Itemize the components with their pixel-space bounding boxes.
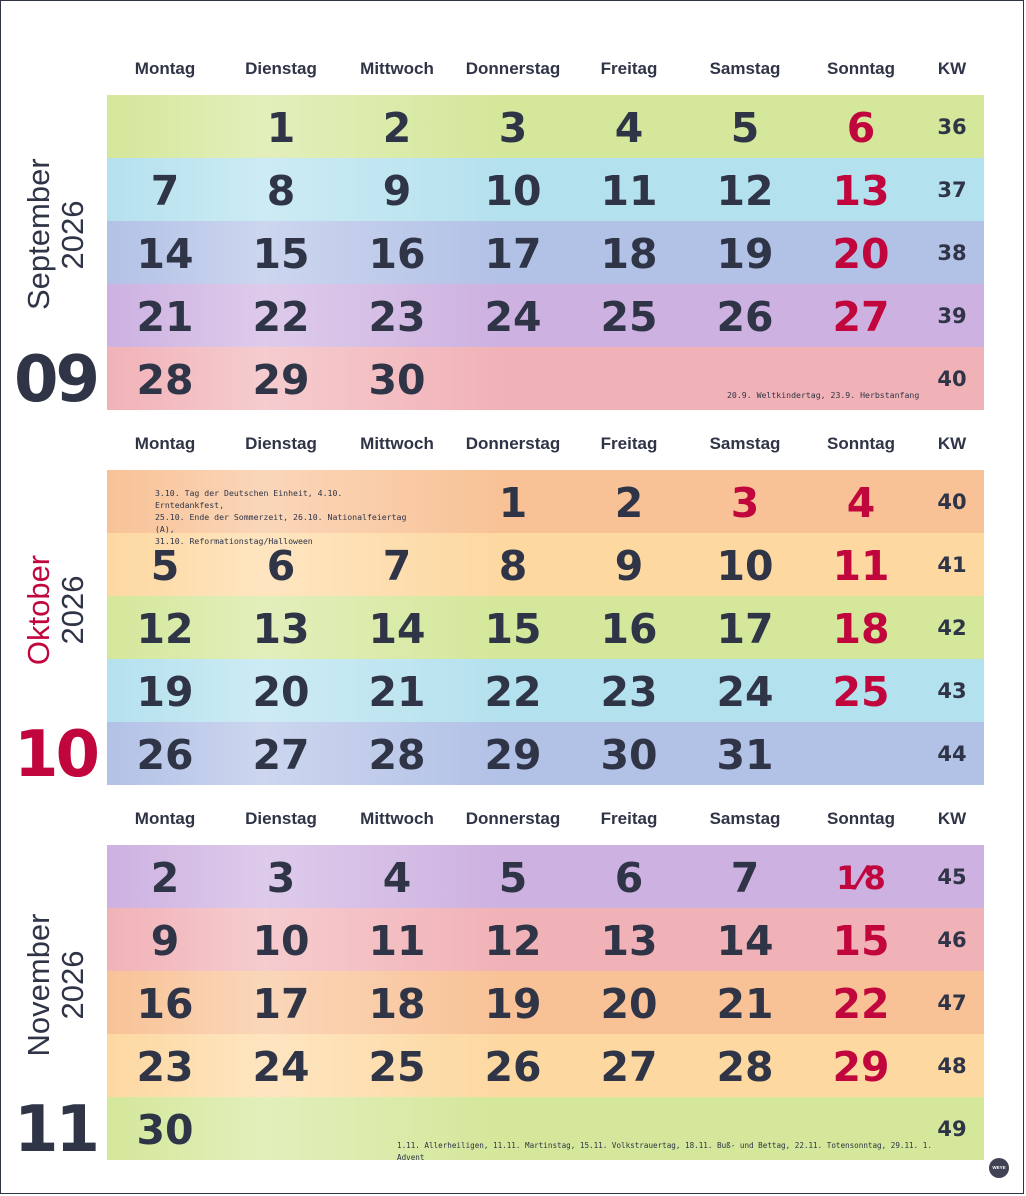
day-cell[interactable]: 23 [136, 1043, 194, 1091]
weekday-header: Freitag [600, 809, 658, 828]
day-cell[interactable]: 11 [832, 542, 890, 590]
day-cell[interactable] [455, 347, 571, 410]
day-cell[interactable]: 24 [252, 1043, 310, 1091]
day-cell[interactable]: 15 [832, 917, 890, 965]
week-number: 40 [937, 367, 967, 391]
weekday-header: Dienstag [245, 809, 317, 828]
day-cell[interactable]: 1 [498, 479, 528, 527]
month-name: November [21, 913, 56, 1057]
day-cell[interactable]: 16 [600, 605, 658, 653]
day-cell[interactable]: 22 [832, 980, 890, 1028]
day-cell[interactable]: 5 [730, 104, 760, 152]
day-cell[interactable]: 20 [600, 980, 658, 1028]
weekday-header: Samstag [709, 434, 781, 453]
month-name-vertical [22, 160, 90, 310]
day-cell[interactable]: 10 [716, 542, 774, 590]
day-cell[interactable]: 13 [600, 917, 658, 965]
day-cell[interactable] [107, 95, 223, 158]
day-cell[interactable]: 14 [136, 230, 194, 278]
day-cell[interactable]: 15 [484, 605, 542, 653]
weekday-header: Sonntag [827, 59, 895, 78]
week-number: 39 [937, 304, 967, 328]
day-cell[interactable]: 10 [252, 917, 310, 965]
day-cell[interactable]: 5 [150, 542, 180, 590]
day-cell[interactable]: 9 [614, 542, 644, 590]
day-cell[interactable]: 21 [368, 668, 426, 716]
day-cell[interactable]: 24 [484, 293, 542, 341]
day-cell[interactable]: 29 [832, 1043, 890, 1091]
day-cell[interactable]: 7 [150, 167, 180, 215]
day-cell[interactable]: 27 [600, 1043, 658, 1091]
weekday-header: Montag [134, 809, 196, 828]
month-number: 09 [14, 343, 98, 417]
day-cell[interactable]: 16 [136, 980, 194, 1028]
weekday-header: Montag [134, 59, 196, 78]
day-cell[interactable]: 12 [484, 917, 542, 965]
week-row [107, 659, 984, 722]
day-cell[interactable]: 6 [614, 854, 644, 902]
day-cell[interactable]: 8 [266, 167, 296, 215]
day-cell[interactable]: 26 [136, 731, 194, 779]
day-cell[interactable]: 27 [832, 293, 890, 341]
week-number: 37 [937, 178, 967, 202]
day-cell[interactable]: 6 [266, 542, 296, 590]
day-cell[interactable]: 19 [136, 668, 194, 716]
week-row [107, 971, 984, 1034]
week-row [107, 908, 984, 971]
day-cell[interactable]: 22 [252, 293, 310, 341]
day-cell[interactable]: 17 [484, 230, 542, 278]
day-cell[interactable]: 18 [368, 980, 426, 1028]
weekday-header: Sonntag [827, 434, 895, 453]
weekday-header: Donnerstag [465, 809, 561, 828]
week-number: 40 [937, 490, 967, 514]
month-name-vertical [22, 910, 90, 1060]
holiday-note: 3.10. Tag der Deutschen Einheit, 4.10. Erntedankfest, 25.10. Ende der Sommerzeit, 26.10. Nationalfeiertag (A), 31.10. Reformationstag/Halloween [155, 488, 407, 546]
week-number: 42 [937, 616, 967, 640]
weekday-header: Donnerstag [465, 434, 561, 453]
month-year: 2026 [55, 950, 90, 1020]
day-cell[interactable]: 7 [730, 854, 760, 902]
day-cell[interactable]: 4 [614, 104, 644, 152]
publisher-logo: WEYE [989, 1158, 1009, 1178]
weekday-header: Sonntag [827, 809, 895, 828]
day-cell[interactable]: 24 [716, 668, 774, 716]
day-cell[interactable]: 2 [150, 854, 180, 902]
day-cell[interactable]: 25 [368, 1043, 426, 1091]
week-row [107, 722, 984, 785]
month-name: September [21, 158, 56, 310]
month-year: 2026 [55, 575, 90, 645]
week-row [107, 158, 984, 221]
day-cell[interactable]: 2 [382, 104, 412, 152]
day-cell[interactable]: 18 [600, 230, 658, 278]
day-cell[interactable]: 29 [484, 731, 542, 779]
weekday-header: Freitag [600, 59, 658, 78]
day-cell[interactable]: 9 [382, 167, 412, 215]
month-year: 2026 [55, 200, 90, 270]
week-row [107, 845, 984, 908]
day-cell[interactable]: 5 [498, 854, 528, 902]
week-number: 36 [937, 115, 967, 139]
week-row [107, 596, 984, 659]
day-cell[interactable]: 25 [832, 668, 890, 716]
weekday-header: Mittwoch [360, 809, 434, 828]
day-cell[interactable]: 28 [368, 731, 426, 779]
kw-header: KW [937, 434, 967, 453]
day-cell[interactable]: 12 [716, 167, 774, 215]
day-cell[interactable]: 13 [252, 605, 310, 653]
week-number: 43 [937, 679, 967, 703]
day-cell[interactable]: 30 [136, 1106, 194, 1154]
month-number: 11 [14, 1093, 98, 1167]
day-cell[interactable]: 3 [266, 854, 296, 902]
week-number: 47 [937, 991, 967, 1015]
day-cell[interactable] [803, 722, 919, 785]
month-name: Oktober [21, 554, 56, 666]
day-cell[interactable]: 12 [136, 605, 194, 653]
day-cell[interactable]: 26 [716, 293, 774, 341]
day-cell[interactable]: 23 [600, 668, 658, 716]
day-cell[interactable]: 20 [832, 230, 890, 278]
day-cell[interactable]: 1⁄8 [836, 859, 886, 897]
day-cell[interactable]: 30 [600, 731, 658, 779]
weekday-header: Samstag [709, 809, 781, 828]
day-cell[interactable]: 22 [484, 668, 542, 716]
weekday-header: Montag [134, 434, 196, 453]
day-cell[interactable]: 16 [368, 230, 426, 278]
week-number: 45 [937, 865, 967, 889]
week-number: 44 [937, 742, 967, 766]
week-number: 38 [937, 241, 967, 265]
day-cell[interactable]: 25 [600, 293, 658, 341]
week-rows [107, 95, 984, 410]
day-cell[interactable]: 14 [368, 605, 426, 653]
day-cell[interactable]: 28 [716, 1043, 774, 1091]
day-cell[interactable]: 29 [252, 356, 310, 404]
week-row [107, 221, 984, 284]
day-cell[interactable]: 11 [368, 917, 426, 965]
kw-header: KW [937, 809, 967, 828]
month-november [0, 805, 1026, 1167]
day-cell[interactable]: 30 [368, 356, 426, 404]
month-september [0, 55, 1026, 417]
month-number: 10 [14, 718, 98, 792]
month-name-vertical [22, 535, 90, 685]
kw-header: KW [937, 59, 967, 78]
day-cell[interactable]: 21 [716, 980, 774, 1028]
day-cell[interactable]: 28 [136, 356, 194, 404]
day-cell[interactable]: 31 [716, 731, 774, 779]
day-cell[interactable]: 13 [832, 167, 890, 215]
week-number: 46 [937, 928, 967, 952]
day-cell[interactable]: 7 [382, 542, 412, 590]
day-cell[interactable]: 1 [266, 104, 296, 152]
day-cell[interactable]: 3 [498, 104, 528, 152]
day-cell[interactable]: 20 [252, 668, 310, 716]
day-cell[interactable]: 26 [484, 1043, 542, 1091]
weekday-header: Dienstag [245, 59, 317, 78]
day-cell[interactable]: 11 [600, 167, 658, 215]
day-cell[interactable]: 2 [614, 479, 644, 527]
holiday-note: 1.11. Allerheiligen, 11.11. Martinstag, 15.11. Volkstrauertag, 18.11. Buß- und Bettag, 22.11. Totensonntag, 29.11. 1. Advent [397, 1141, 932, 1162]
day-cell[interactable]: 21 [136, 293, 194, 341]
holiday-note: 20.9. Weltkindertag, 23.9. Herbstanfang [727, 390, 920, 400]
day-cell[interactable]: 10 [484, 167, 542, 215]
weekday-header: Samstag [709, 59, 781, 78]
weekday-header: Mittwoch [360, 59, 434, 78]
weekday-header: Dienstag [245, 434, 317, 453]
month-oktober [0, 430, 1026, 792]
weekday-header: Freitag [600, 434, 658, 453]
day-cell[interactable]: 14 [716, 917, 774, 965]
day-cell[interactable]: 19 [716, 230, 774, 278]
day-cell[interactable]: 6 [846, 104, 876, 152]
day-cell[interactable] [571, 347, 687, 410]
day-cell[interactable]: 18 [832, 605, 890, 653]
day-cell[interactable]: 3 [730, 479, 760, 527]
day-cell[interactable]: 4 [382, 854, 412, 902]
day-cell[interactable]: 4 [846, 479, 876, 527]
day-cell[interactable]: 15 [252, 230, 310, 278]
day-cell[interactable]: 8 [498, 542, 528, 590]
week-number: 48 [937, 1054, 967, 1078]
week-number: 49 [937, 1117, 967, 1141]
week-row [107, 95, 984, 158]
day-cell[interactable]: 23 [368, 293, 426, 341]
day-cell[interactable]: 19 [484, 980, 542, 1028]
day-cell[interactable]: 17 [716, 605, 774, 653]
day-cell[interactable] [223, 1097, 339, 1160]
weekday-header: Mittwoch [360, 434, 434, 453]
week-row [107, 284, 984, 347]
day-cell[interactable]: 27 [252, 731, 310, 779]
week-number: 41 [937, 553, 967, 577]
day-cell[interactable]: 9 [150, 917, 180, 965]
week-row [107, 1034, 984, 1097]
weekday-header: Donnerstag [465, 59, 561, 78]
week-rows [107, 845, 984, 1160]
day-cell[interactable]: 17 [252, 980, 310, 1028]
